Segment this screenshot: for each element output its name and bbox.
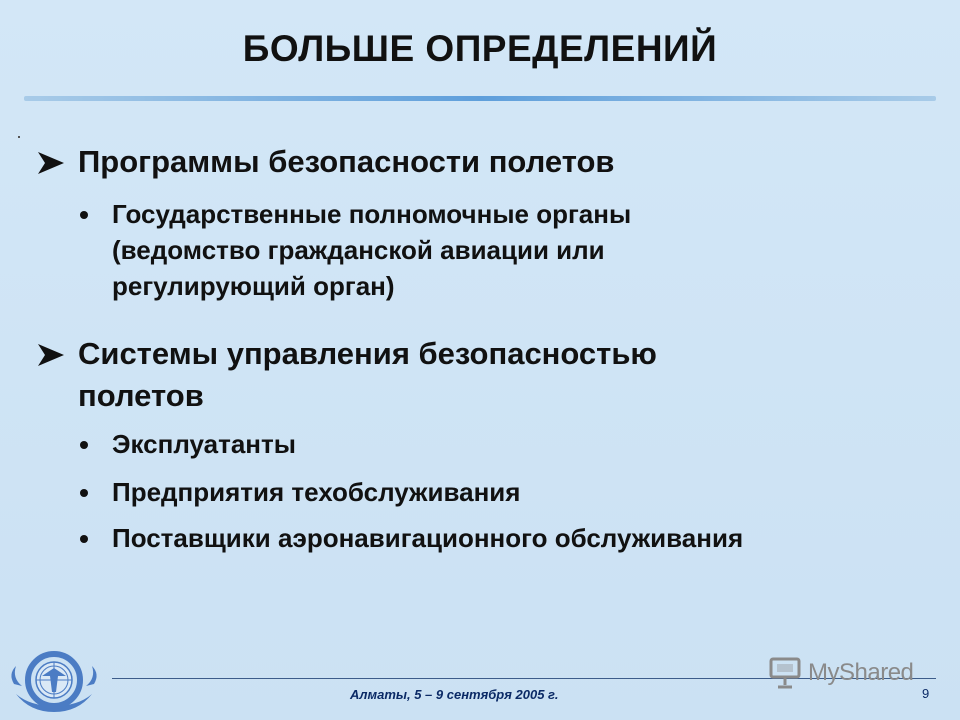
round-bullet-icon [80,535,88,543]
list-item-line: Поставщики аэронавигационного обслуживания [112,523,744,553]
arrow-bullet-icon [38,152,64,174]
watermark-text: MyShared [808,659,914,686]
presentation-board-icon [768,656,802,690]
watermark [768,654,913,692]
round-bullet-icon [80,489,88,497]
list-item-line: Эксплуатанты [112,429,296,459]
list-item-line: Государственные полномочные органы [112,199,632,229]
footer-location-date: Алматы, 5 – 9 сентября 2005 г. [350,687,559,702]
section-heading-line: Системы управления безопасностью [78,336,657,371]
round-bullet-icon [80,211,88,219]
list-item-line: Предприятия техобслуживания [112,477,521,507]
list-item-line: (ведомство гражданской авиации или [112,235,605,265]
round-bullet-icon [80,441,88,449]
stray-dot [18,136,20,138]
slide-title: БОЛЬШЕ ОПРЕДЕЛЕНИЙ [242,28,718,69]
page-number: 9 [922,686,930,701]
section-heading-line: полетов [78,378,204,413]
arrow-bullet-icon [38,344,64,366]
section-heading-line: Программы безопасности полетов [78,144,615,179]
icao-emblem-icon [6,636,102,716]
list-item-line: регулирующий орган) [112,271,395,301]
title-divider [24,96,936,101]
